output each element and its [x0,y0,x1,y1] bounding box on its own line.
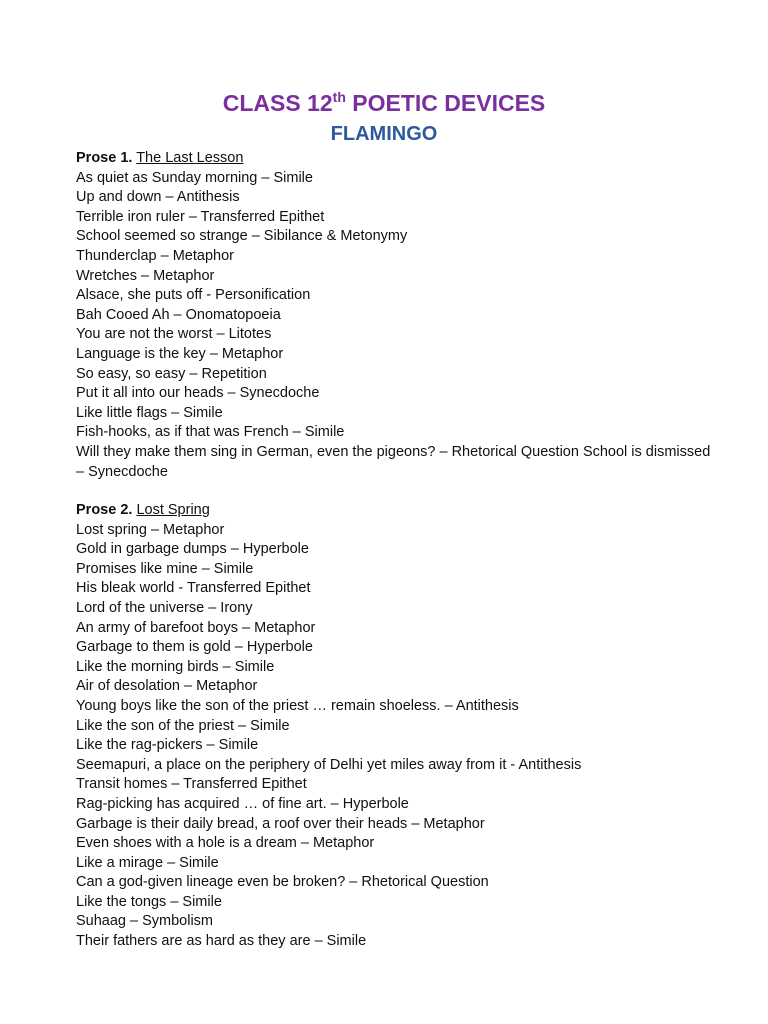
list-item: Rag-picking has acquired … of fine art. – Hyperbole [76,795,409,812]
list-item: Like a mirage – Simile [76,854,219,871]
list-item: As quiet as Sunday morning – Simile [76,169,313,186]
list-item: His bleak world - Transferred Epithet [76,580,311,597]
list-item: Suhaag – Symbolism [76,913,214,930]
list-item: Garbage is their daily bread, a roof over their heads – Metaphor [76,815,485,832]
list-item: Wretches – Metaphor [76,267,215,284]
list-item: Seemapuri, a place on the periphery of Delhi yet miles away from it - Antithesis [76,756,582,773]
list-item: Will they make them sing in German, even the pigeons? – Rhetorical Question School is dismissed – Synecdoche [76,443,711,480]
list-item: Like the tongs – Simile [76,893,222,910]
list-item: Alsace, she puts off - Personification [76,287,311,304]
section-prose-1 [76,149,716,482]
list-item: An army of barefoot boys – Metaphor [76,619,316,636]
list-item: You are not the worst – Litotes [76,326,272,343]
list-item: Like the son of the priest – Simile [76,717,290,734]
list-item: Garbage to them is gold – Hyperbole [76,639,313,656]
list-item: Like the rag-pickers – Simile [76,737,259,754]
list-item: Language is the key – Metaphor [76,345,284,362]
list-item: Lord of the universe – Irony [76,599,253,616]
list-item: Gold in garbage dumps – Hyperbole [76,541,309,558]
list-item: Their fathers are as hard as they are – Simile [76,933,367,950]
list-item: Like little flags – Simile [76,404,223,421]
list-item: Promises like mine – Simile [76,560,254,577]
list-item: Put it all into our heads – Synecdoche [76,385,320,402]
list-item: Young boys like the son of the priest … remain shoeless. – Antithesis [76,697,519,714]
section-heading [76,149,716,169]
page-subtitle: FLAMINGO [330,123,438,145]
list-item: School seemed so strange – Sibilance & Metonymy [76,228,408,245]
title-main-before: CLASS 12 [222,90,333,116]
list-item: Like the morning birds – Simile [76,658,275,675]
section-prefix: Prose 2. [76,502,133,518]
page-title [0,88,768,118]
device-list [76,521,716,952]
list-item: Up and down – Antithesis [76,189,240,206]
title-superscript: th [332,89,346,105]
list-item: Transit homes – Transferred Epithet [76,776,307,793]
device-list [76,169,716,483]
list-item: So easy, so easy – Repetition [76,365,267,382]
list-item: Even shoes with a hole is a dream – Metaphor [76,835,375,852]
section-heading [76,501,716,521]
list-item: Lost spring – Metaphor [76,521,225,538]
list-item: Bah Cooed Ah – Onomatopoeia [76,306,281,323]
section-name: Lost Spring [136,502,210,518]
section-name: The Last Lesson [136,150,244,166]
list-item: Terrible iron ruler – Transferred Epithet [76,208,325,225]
list-item: Can a god-given lineage even be broken? – Rhetorical Question [76,874,489,891]
section-prose-2 [76,501,716,952]
list-item: Fish-hooks, as if that was French – Simile [76,424,345,441]
title-main-after: POETIC DEVICES [345,90,546,116]
list-item: Thunderclap – Metaphor [76,247,234,264]
list-item: Air of desolation – Metaphor [76,678,258,695]
section-prefix: Prose 1. [76,150,133,166]
